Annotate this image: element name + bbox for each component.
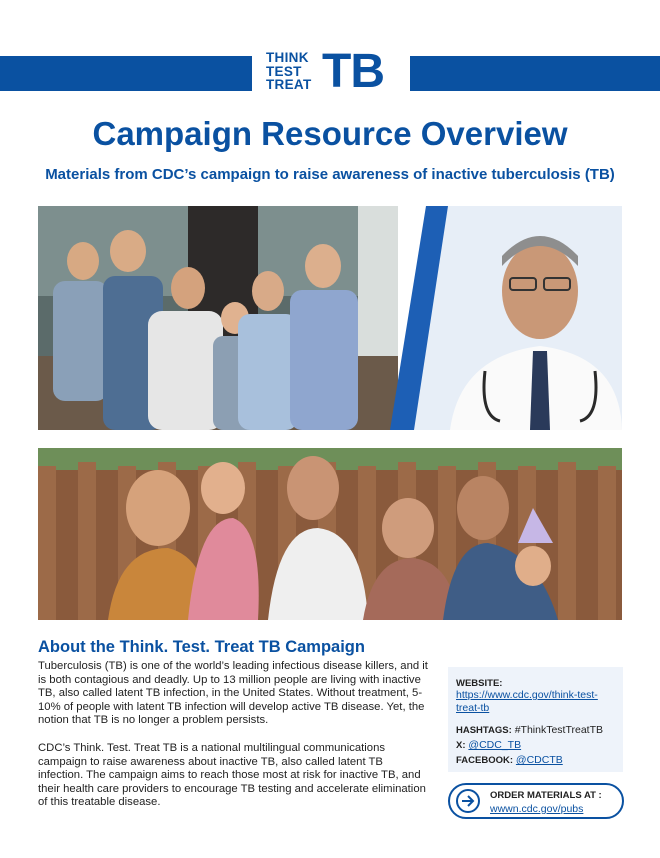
logo-think: THINK	[266, 50, 309, 65]
page-subtitle: Materials from CDC’s campaign to raise awareness of inactive tuberculosis (TB)	[45, 166, 615, 183]
order-materials-label: ORDER MATERIALS AT :	[490, 790, 602, 801]
about-paragraph-1: Tuberculosis (TB) is one of the world’s leading infectious disease killers, and it is both contagious and deadly. Up to 13 million people are living with inactive TB, also called latent TB infection, in the United States. Without treatment, 5-10% of people with latent TB infection will develop active TB disease. Yet, the notion that TB is no longer a problem persists.	[38, 660, 428, 727]
logo-treat: TREAT	[266, 77, 312, 92]
hashtags-label: HASHTAGS:	[456, 725, 512, 736]
family-party-photo	[38, 448, 622, 620]
facebook-label: FACEBOOK:	[456, 755, 513, 766]
order-materials-link[interactable]: wwwn.cdc.gov/pubs	[490, 803, 584, 815]
x-handle-link[interactable]: @CDC_TB	[468, 739, 522, 751]
page-title: Campaign Resource Overview	[92, 115, 568, 152]
doctor-photo	[390, 206, 622, 430]
website-link-continued[interactable]: treat-tb	[456, 702, 490, 714]
hashtags-value: #ThinkTestTreatTB	[514, 724, 604, 736]
logo-test: TEST	[266, 63, 302, 79]
think-test-treat-tb-logo	[262, 45, 402, 100]
website-link[interactable]: https://www.cdc.gov/think-test-	[456, 689, 598, 701]
header-bar-left	[0, 56, 252, 91]
about-heading: About the Think. Test. Treat TB Campaign	[38, 638, 365, 656]
header-bar-right	[410, 56, 660, 91]
facebook-handle-link[interactable]: @CDCTB	[515, 754, 563, 766]
logo-tb: TB	[322, 45, 384, 98]
website-label: WEBSITE:	[456, 678, 503, 689]
about-paragraph-2: CDC’s Think. Test. Treat TB is a national multilingual communications campaign to raise awareness about inactive TB, also called latent TB infection. The campaign aims to reach those most at risk for inactive TB, and their health care providers to encourage TB testing and accelerate elimination of this treatable disease.	[38, 742, 426, 809]
order-materials-button[interactable]	[448, 783, 624, 819]
contact-info-box	[448, 667, 623, 772]
arrow-right-icon	[456, 789, 480, 813]
family-porch-photo	[38, 206, 398, 430]
x-label: X:	[456, 740, 466, 751]
